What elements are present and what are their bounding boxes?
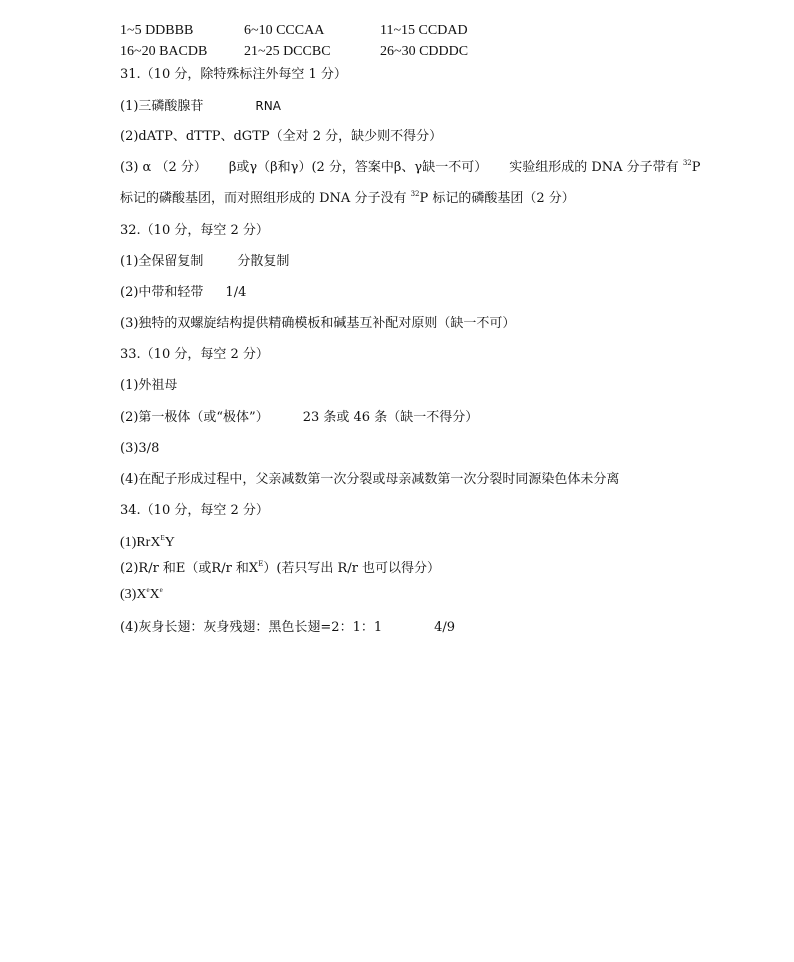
q31-answer-3a: (3) α （2 分） xyxy=(120,160,207,175)
q31-answer-1a: (1)三磷酸腺苷 xyxy=(120,99,204,114)
q33-answer-1: (1)外祖母 xyxy=(120,378,178,393)
mcq-row-2 xyxy=(120,41,540,62)
q31-answer-3 xyxy=(120,160,700,176)
q31-answer-3d-end: P 标记的磷酸基团（2 分） xyxy=(419,191,575,206)
q31-answer-3b: β或γ（β和γ）(2 分，答案中β、γ缺一不可） xyxy=(228,160,488,175)
mcq-answer-11-15: 11~15 CCDAD xyxy=(380,22,468,38)
q32-answer-1b: 分散复制 xyxy=(237,254,290,269)
mcq-answer-1-5: 1~5 DDBBB xyxy=(120,22,194,38)
q34-allele-sup-1: E xyxy=(160,534,165,542)
q31-answer-3c xyxy=(509,160,700,175)
q34-allele-sup-3a: e xyxy=(146,586,150,594)
mcq-answer-26-30: 26~30 CDDDC xyxy=(380,43,469,59)
q34-answer-2-note: ）(若只写出 R/r 也可以得分） xyxy=(263,561,441,576)
q34-answer-4 xyxy=(120,620,455,636)
mcq-answer-16-20: 16~20 BACDB xyxy=(120,43,208,59)
q32-answer-2a: (2)中带和轻带 xyxy=(120,285,204,300)
q32-answer-1a: (1)全保留复制 xyxy=(120,254,204,269)
q33-answer-2b: 23 条或 46 条（缺一不得分） xyxy=(302,410,479,425)
q34-genotype-1: (1)RrX xyxy=(120,535,161,550)
q31-answer-2: (2)dATP、dTTP、dGTP（全对 2 分，缺少则不得分） xyxy=(120,129,443,144)
q34-answer-1 xyxy=(120,535,175,551)
q31-answer-3c-text: 实验组形成的 DNA 分子带有 xyxy=(509,160,683,175)
q34-allele-sup-3b: e xyxy=(159,586,163,594)
mcq-answer-6-10: 6~10 CCCAA xyxy=(244,22,325,38)
q31-answer-1b: RNA xyxy=(255,99,281,113)
q31-isotope-sup-2: 32 xyxy=(410,190,420,198)
q32-answer-1 xyxy=(120,254,289,270)
q34-answer-4a: (4)灰身长翅：灰身残翅：黑色长翅=2：1：1 xyxy=(120,620,383,635)
q33-answer-2a: (2)第一极体（或“极体”） xyxy=(120,410,269,425)
q32-header: 32.（10 分，每空 2 分） xyxy=(120,223,269,238)
q34-genotype-3-mid: X xyxy=(149,587,160,602)
q31-header: 31.（10 分，除特殊标注外每空 1 分） xyxy=(120,67,347,82)
q34-header: 34.（10 分，每空 2 分） xyxy=(120,503,269,518)
q34-allele-sup-2: E xyxy=(258,560,264,568)
q34-answer-3 xyxy=(120,587,163,603)
mcq-row-1 xyxy=(120,20,540,41)
q34-answer-4b: 4/9 xyxy=(434,620,456,635)
q34-genotype-1-end: Y xyxy=(164,535,175,550)
q32-answer-2 xyxy=(120,285,246,301)
mcq-answer-grid xyxy=(120,20,540,62)
q32-answer-3: (3)独特的双螺旋结构提供精确模板和碱基互补配对原则（缺一不可） xyxy=(120,316,516,331)
q32-answer-2b: 1/4 xyxy=(225,285,247,300)
q33-header: 33.（10 分，每空 2 分） xyxy=(120,347,269,362)
q31-answer-3d-text: 标记的磷酸基团，而对照组形成的 DNA 分子没有 xyxy=(120,191,411,206)
q34-answer-2 xyxy=(120,561,440,577)
q31-answer-1 xyxy=(120,98,281,115)
q31-isotope-sup: 32 xyxy=(682,159,692,167)
q33-answer-4: (4)在配子形成过程中，父亲减数第一次分裂或母亲减数第一次分裂时同源染色体未分离 xyxy=(120,472,620,487)
q33-answer-2 xyxy=(120,410,478,426)
q33-answer-3: (3)3/8 xyxy=(120,441,160,456)
q31-answer-3-cont xyxy=(120,191,575,207)
q31-element: P xyxy=(691,160,701,175)
mcq-answer-21-25: 21~25 DCCBC xyxy=(244,43,331,59)
q34-answer-2-text: (2)R/r 和E（或R/r 和X xyxy=(120,561,259,576)
q34-genotype-3: (3)X xyxy=(120,587,147,602)
